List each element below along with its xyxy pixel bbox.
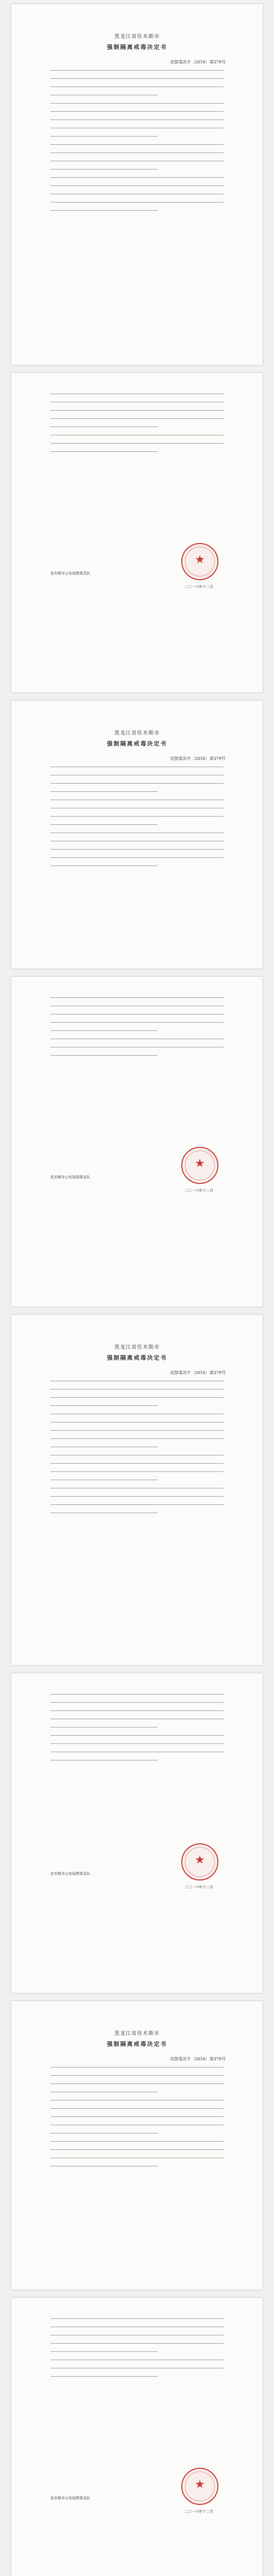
document-org: 黑龙江省佳木斯市: [114, 731, 160, 736]
document-org: 黑龙江省佳木斯市: [114, 34, 160, 40]
official-seal: ★: [181, 1843, 218, 1880]
document-date: 二〇一六年十二月: [184, 1885, 213, 1889]
document-body-text: [50, 394, 224, 452]
document-page-3: [11, 701, 263, 969]
document-org: 黑龙江省佳木斯市: [114, 2031, 160, 2037]
official-seal: ★: [181, 1147, 218, 1184]
document-number: 佳禁毒决字〔2016〕第379号: [170, 1370, 226, 1375]
document-number: 佳禁毒决字〔2016〕第379号: [170, 60, 226, 64]
document-date: 二〇一六年十二月: [184, 2510, 213, 2514]
issuer-signature: 佳木斯市公安局禁毒支队: [50, 1175, 90, 1179]
issuer-signature: 佳木斯市公安局禁毒支队: [50, 1872, 90, 1876]
document-body-text: [50, 1381, 224, 1513]
document-title: 强制隔离戒毒决定书: [107, 2041, 167, 2047]
document-page-5: [11, 1315, 263, 1665]
document-page-1: [11, 4, 263, 365]
issuer-signature: 佳木斯市公安局禁毒支队: [50, 2496, 90, 2500]
document-date: 二〇一六年十二月: [184, 1189, 213, 1193]
document-title: 强制隔离戒毒决定书: [107, 740, 167, 747]
document-page-8: [11, 2298, 263, 2576]
document-body-text: [50, 767, 224, 866]
document-body-text: [50, 997, 224, 1056]
document-body-text: [50, 1694, 224, 1760]
document-number: 佳禁毒决字〔2016〕第379号: [170, 756, 226, 761]
document-page-7: [11, 2001, 263, 2290]
document-body-text: [50, 2318, 224, 2377]
document-title: 强制隔离戒毒决定书: [107, 44, 167, 50]
official-seal: ★: [181, 543, 218, 580]
document-body-text: [50, 2067, 224, 2166]
document-page-6: [11, 1673, 263, 1993]
document-page-2: [11, 373, 263, 692]
document-number: 佳禁毒决字〔2016〕第379号: [170, 2057, 226, 2061]
official-seal: ★: [181, 2468, 218, 2505]
document-org: 黑龙江省佳木斯市: [114, 1345, 160, 1350]
document-title: 强制隔离戒毒决定书: [107, 1354, 167, 1361]
issuer-signature: 佳木斯市公安局禁毒支队: [50, 571, 90, 575]
document-page-4: [11, 977, 263, 1307]
document-body-text: [50, 70, 224, 211]
document-date: 二〇一六年十二月: [184, 585, 213, 589]
